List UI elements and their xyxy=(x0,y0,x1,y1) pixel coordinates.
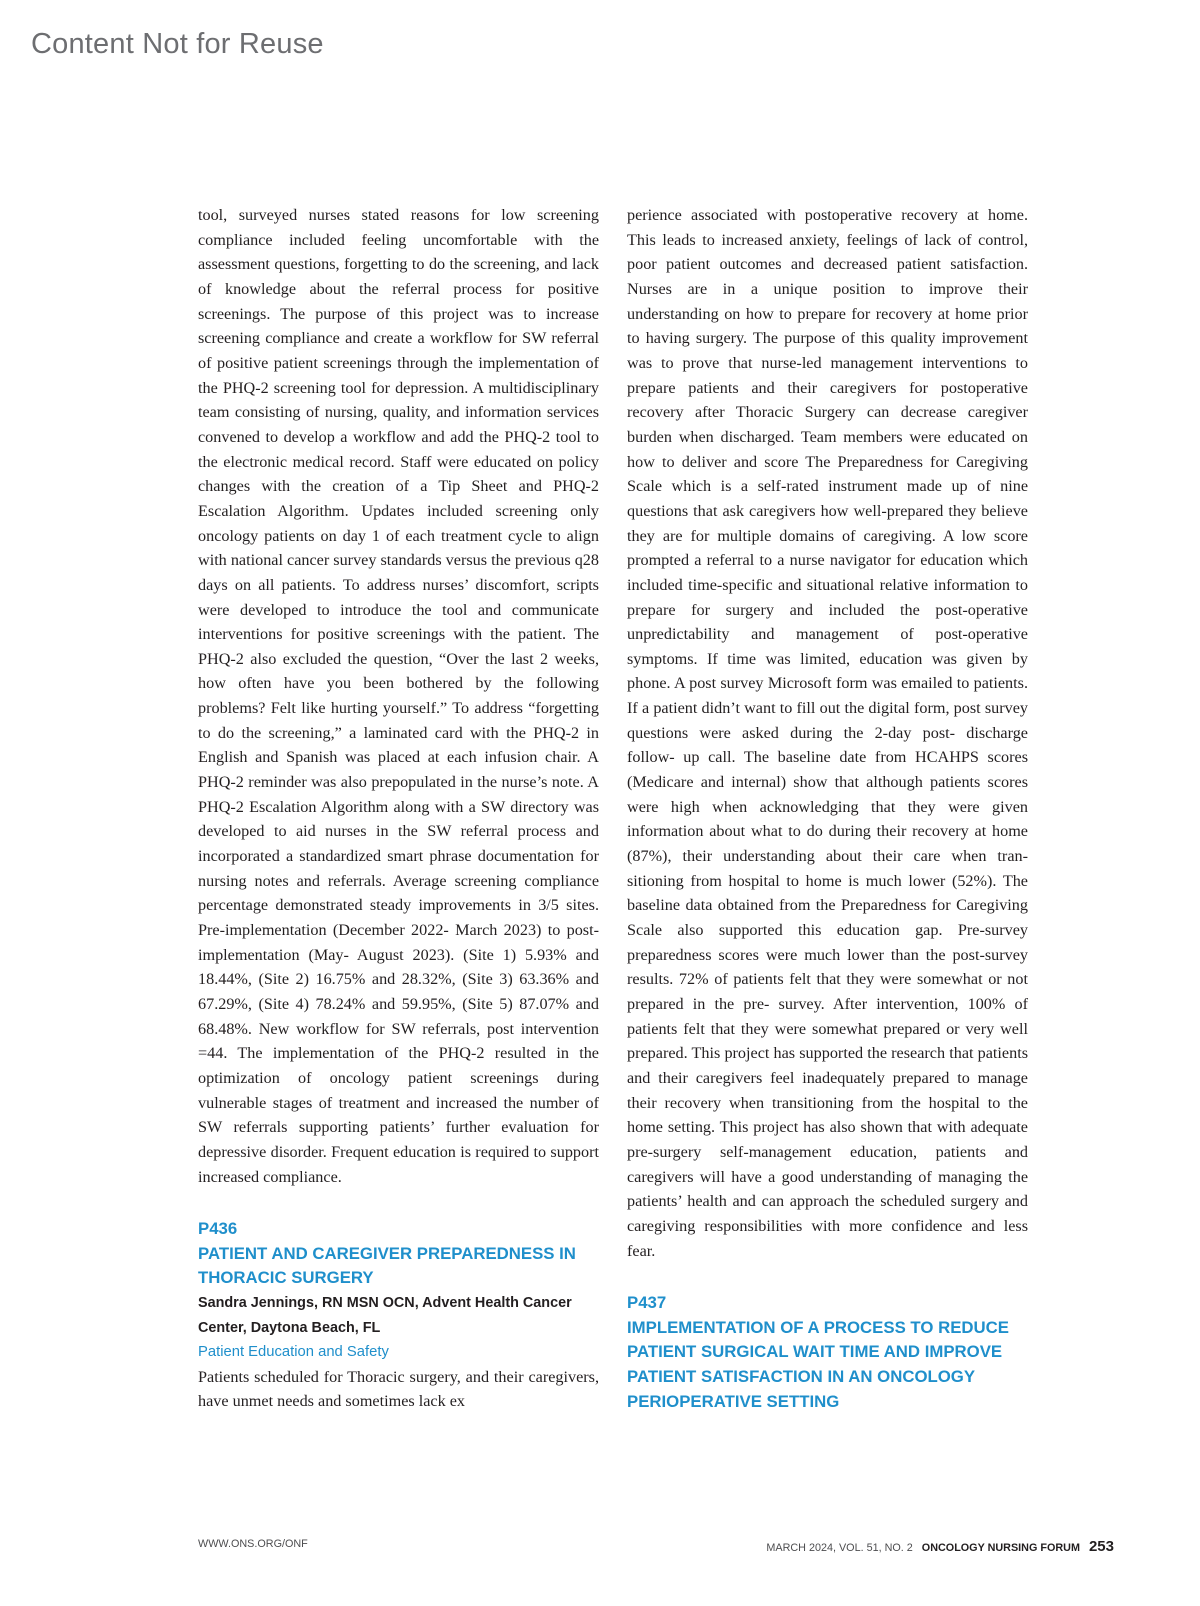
right-column xyxy=(627,203,1028,1414)
footer-url: WWW.ONS.ORG/ONF xyxy=(198,1538,308,1550)
abstract-body-start: Patients scheduled for Thoracic surgery, and their caregivers, have unmet needs and sometimes lack ex xyxy=(198,1367,599,1411)
abstract-title: PATIENT AND CAREGIVER PREPAREDNESS IN THORACIC SURGERY xyxy=(198,1243,576,1288)
page-number: 253 xyxy=(1088,1538,1114,1555)
abstract-id: P437 xyxy=(627,1293,667,1313)
abstract-category: Patient Education and Safety xyxy=(198,1344,389,1361)
left-column xyxy=(198,203,599,1414)
abstract-id: P436 xyxy=(198,1219,238,1239)
abstract-body-paragraph: tool, surveyed nurses stated reasons for low screening compliance included feeling uncomfortable with the assessment questions, forgetting to do the screening, and lack of knowledge about the referral process for positive screenings. The purpose of this project was to increase screening compliance and create a workflow for SW referral of positive patient screenings through the implementation of the PHQ-2 screening tool for depression. A multidisciplinary team consisting of nursing, quality, and information services convened to develop a workflow and add the PHQ-2 tool to the electronic medical record. Staff were educated on policy changes with the creation of a Tip Sheet and PHQ-2 Escalation Algorithm. Updates included screening only oncology patients on day 1 of each treatment cycle to align with national cancer survey standards versus the previous q28 days on all patients. To address nurses’ discomfort, scripts were developed to introduce the tool and communicate interventions for positive screenings with the patient. The PHQ-2 also excluded the question, “Over the last 2 weeks, how often have you been bothered by the following problems? Felt like hurting yourself.” To address “forgetting to do the screening,” a laminated card with the PHQ-2 in English and Spanish was placed at each infusion chair. A PHQ-2 reminder was also prepopulated in the nurse’s note. A PHQ-2 Escalation Algorithm along with a SW directory was developed to aid nurses in the SW referral process and incorporated a standardized smart phrase documentation for nursing notes and referrals. Average screening compliance percentage demonstrated steady improvements in 3/5 sites. Pre-implementation (December 2022- March 2023) to post-implementation (May- August 2023). (Site 1) 5.93% and 18.44%, (Site 2) 16.75% and 28.32%, (Site 3) 63.36% and 67.29%, (Site 4) 78.24% and 59.95%, (Site 5) 87.07% and 68.48%. New workflow for SW referrals, post intervention =44. The implementation of the PHQ-2 resulted in the optimization of oncology patient screenings during vulnerable stages of treatment and increased the number of SW referrals supporting patients’ further evaluation for depressive disorder. Frequent education is required to support increased compliance. xyxy=(198,206,599,1186)
abstract-header-p437 xyxy=(627,1291,1028,1414)
abstract-header-p436 xyxy=(198,1217,599,1414)
watermark: Content Not for Reuse xyxy=(31,28,324,60)
abstract-author: Sandra Jennings, RN MSN OCN, Advent Health Cancer Center, Daytona Beach, FL xyxy=(198,1295,572,1336)
abstract-title: IMPLEMENTATION OF A PROCESS TO REDUCE PATIENT SURGICAL WAIT TIME AND IMPROVE PATIENT SATISFACTION IN AN ONCOLOGY PERIOPERATIVE SETTING xyxy=(627,1317,1009,1411)
footer-info xyxy=(766,1538,1114,1555)
footer-issue: MARCH 2024, VOL. 51, NO. 2 xyxy=(766,1542,913,1554)
footer-journal: ONCOLOGY NURSING FORUM xyxy=(921,1542,1080,1554)
abstract-body-paragraph: perience associated with postoperative recovery at home. This leads to increased anxiety, feelings of lack of control, poor patient outcomes and decreased patient satisfaction. Nurses are in a unique position to improve their understanding on how to prepare for recovery at home prior to having surgery. The purpose of this quality improvement was to prove that nurse-led management interventions to prepare patients and their caregivers for postoperative recovery after Thoracic Surgery can decrease caregiver burden when discharged. Team members were educated on how to deliver and score The Preparedness for Caregiving Scale which is a self-rated instrument made up of nine questions that ask caregivers how well-prepared they believe they are for multiple domains of caregiving. A low score prompted a referral to a nurse navigator for education which included time-specific and situational relative information to prepare for surgery and included the post-operative unpredictability and management of post-operative symptoms. If time was limited, education was given by phone. A post survey Microsoft form was emailed to patients. If a patient didn’t want to fill out the digital form, post survey questions were asked during the 2-day post- discharge follow- up call. The baseline date from HCAHPS scores (Medicare and internal) show that although patients scores were high when acknowledging that they were given information about what to do during their recovery at home (87%), their understanding about their care when transitioning from hospital to home is much lower (52%). The baseline data obtained from the Preparedness for Caregiving Scale also supported this education gap. Pre-survey preparedness scores were much lower than the post-survey results. 72% of patients felt that they were somewhat or not prepared in the pre- survey. After intervention, 100% of patients felt that they were somewhat prepared or very well prepared. This project has supported the research that patients and their caregivers feel inadequately prepared to manage their recovery when transitioning from the hospital to the home setting. This project has also shown that with adequate pre-surgery self-management education, patients and caregivers will have a good understanding of managing the patients’ health and can approach the scheduled surgery and caregiving responsibilities with more confidence and less fear. xyxy=(627,206,1028,1260)
